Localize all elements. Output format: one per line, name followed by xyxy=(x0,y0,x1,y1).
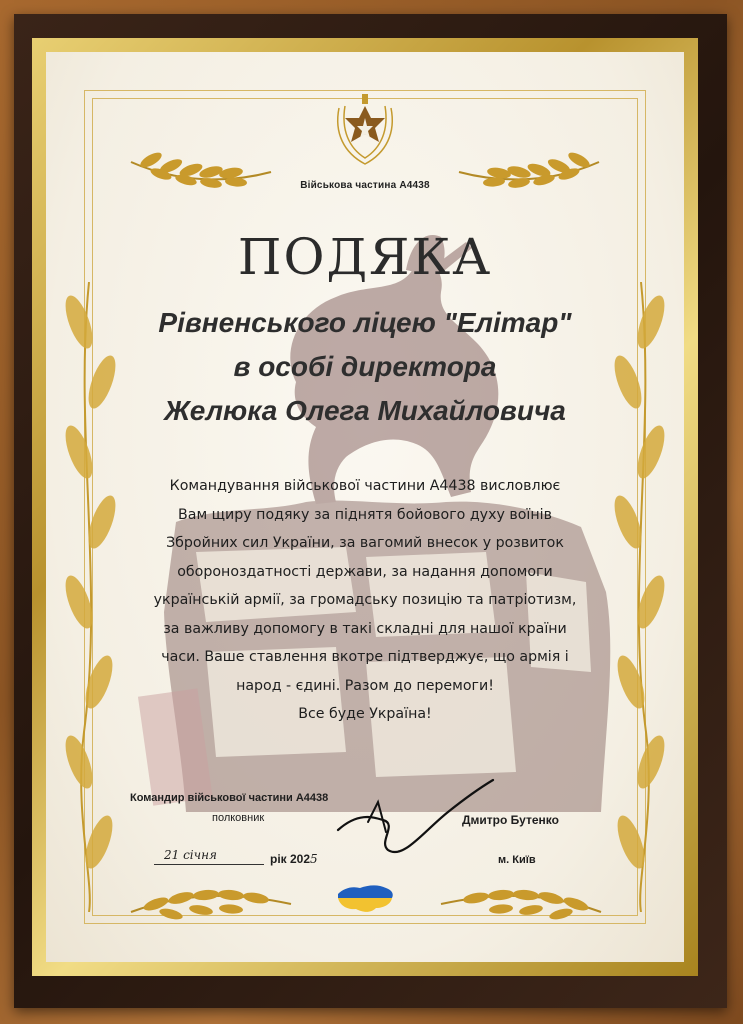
recipient-line-3: Желюка Олега Михайловича xyxy=(164,395,566,426)
bottom-right-laurel xyxy=(436,882,606,932)
certificate-title: ПОДЯКА xyxy=(237,228,493,286)
body-line: Все буде Україна! xyxy=(298,706,432,722)
commander-name: Дмитро Бутенко xyxy=(462,813,559,827)
body-line: Командування військової частини А4438 висловлює xyxy=(169,478,561,494)
military-unit-emblem xyxy=(329,88,401,168)
date-underline xyxy=(154,864,264,865)
certificate-paper xyxy=(46,52,684,962)
handwritten-date: 21 січня xyxy=(164,848,217,862)
commander-title: Командир військової частини А4438 xyxy=(130,792,329,804)
city: м. Київ xyxy=(498,854,536,866)
year-label: рік 2025 xyxy=(270,852,318,866)
recipient-line-2: в особі директора xyxy=(233,351,497,382)
body-line: Вам щиру подяку за піднятя бойового духу воїнів xyxy=(178,506,552,523)
ukraine-map-icon xyxy=(336,882,396,916)
military-unit-name: Військова частина А4438 xyxy=(300,180,430,191)
commander-rank: полковник xyxy=(212,812,265,824)
recipient-line-1: Рівненського ліцею "Елітар" xyxy=(158,307,572,338)
body-line: часи. Ваше ставлення вкотре підтверджує, що армія і xyxy=(161,649,569,665)
gratitude-text xyxy=(106,472,624,729)
commander-signature xyxy=(328,772,498,862)
year-digit: 5 xyxy=(310,852,318,866)
bottom-left-laurel xyxy=(126,882,296,932)
body-line: обороноздатності держави, за надання допомоги xyxy=(177,563,553,580)
body-line: українській армії, за громадську позицію та патріотизм, xyxy=(153,592,577,608)
body-line: Збройних сил України, за вагомий внесок у розвиток xyxy=(166,535,564,551)
body-line: за важливу допомогу в такі складні для нашої країни xyxy=(163,620,567,637)
body-line: народ - єдині. Разом до перемоги! xyxy=(236,677,494,694)
